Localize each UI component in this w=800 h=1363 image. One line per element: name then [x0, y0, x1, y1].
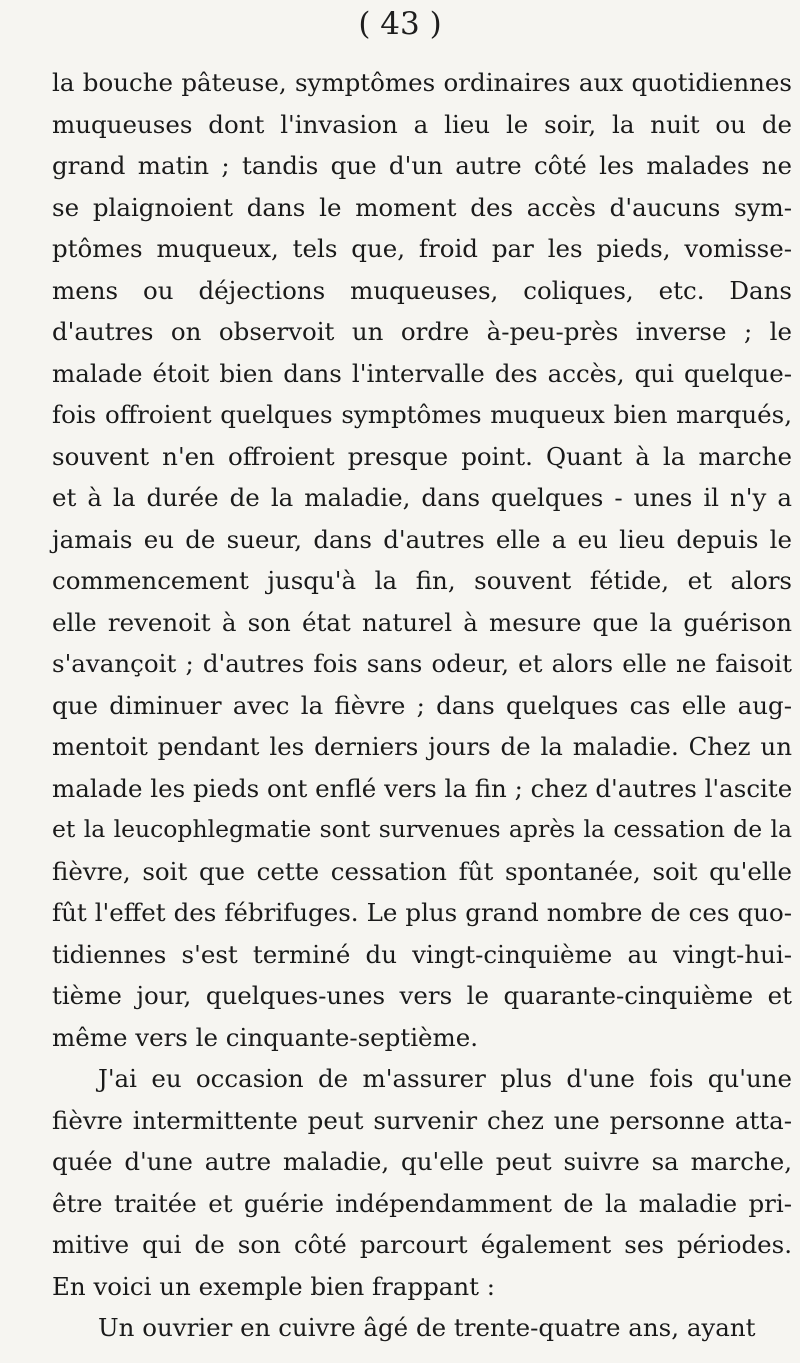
- paragraph: [52, 1058, 792, 1307]
- text-line: quée d'une autre maladie, qu'elle peut suivre sa marche,: [52, 1147, 792, 1176]
- text-line: malade les pieds ont enflé vers la fin ; chez d'autres l'ascite: [52, 773, 793, 803]
- text-line: fièvre intermittente peut survenir chez une personne atta-: [52, 1105, 792, 1135]
- text-line: grand matin ; tandis que d'un autre côté les malades ne: [52, 151, 792, 180]
- paragraph: [52, 1307, 792, 1349]
- text-line: jamais eu de sueur, dans d'autres elle a eu lieu depuis le: [52, 524, 792, 554]
- text-line: fièvre, soit que cette cessation fût spontanée, soit qu'elle: [52, 856, 792, 886]
- text-line: que diminuer avec la fièvre ; dans quelques cas elle aug-: [52, 690, 792, 720]
- text-line: et la leucophlegmatie sont survenues après la cessation de la: [52, 815, 792, 843]
- text-line: mentoit pendant les derniers jours de la maladie. Chez un: [52, 732, 792, 761]
- text-line: mitive qui de son côté parcourt également ses périodes.: [52, 1230, 792, 1259]
- text-line: se plaignoient dans le moment des accès d'aucuns sym-: [52, 192, 792, 222]
- text-line: la bouche pâteuse, symptômes ordinaires aux quotidiennes: [52, 68, 792, 97]
- text-line: tidiennes s'est terminé du vingt-cinquième au vingt-hui-: [52, 939, 792, 969]
- body-text: [52, 62, 792, 1349]
- text-line: En voici un exemple bien frappant :: [52, 1271, 496, 1301]
- text-line: Un ouvrier en cuivre âgé de trente-quatre ans, ayant: [98, 1313, 756, 1342]
- text-line: être traitée et guérie indépendamment de la maladie pri-: [52, 1188, 792, 1218]
- text-line: souvent n'en offroient presque point. Quant à la marche: [52, 441, 792, 471]
- text-line: d'autres on observoit un ordre à-peu-près inverse ; le: [52, 317, 792, 346]
- text-line: J'ai eu occasion de m'assurer plus d'une fois qu'une: [98, 1064, 792, 1093]
- text-line: commencement jusqu'à la fin, souvent fétide, et alors: [52, 566, 792, 595]
- text-line: s'avançoit ; d'autres fois sans odeur, et alors elle ne faisoit: [52, 649, 792, 678]
- text-line: et à la durée de la maladie, dans quelques - unes il n'y a: [52, 483, 792, 512]
- text-line: fût l'effet des fébrifuges. Le plus grand nombre de ces quo-: [52, 898, 792, 927]
- text-line: elle revenoit à son état naturel à mesure que la guérison: [52, 607, 792, 637]
- text-line: même vers le cinquante-septième.: [52, 1022, 479, 1052]
- text-line: mens ou déjections muqueuses, coliques, etc. Dans: [52, 275, 792, 305]
- text-line: fois offroient quelques symptômes muqueux bien marqués,: [52, 400, 792, 429]
- text-line: tième jour, quelques-unes vers le quarante-cinquième et: [52, 981, 792, 1010]
- paragraph: [52, 62, 792, 1058]
- text-line: malade étoit bien dans l'intervalle des accès, qui quelque-: [52, 358, 792, 388]
- text-line: muqueuses dont l'invasion a lieu le soir, la nuit ou de: [52, 109, 792, 139]
- page-number: ( 43 ): [358, 6, 442, 42]
- text-line: ptômes muqueux, tels que, froid par les pieds, vomisse-: [52, 234, 792, 263]
